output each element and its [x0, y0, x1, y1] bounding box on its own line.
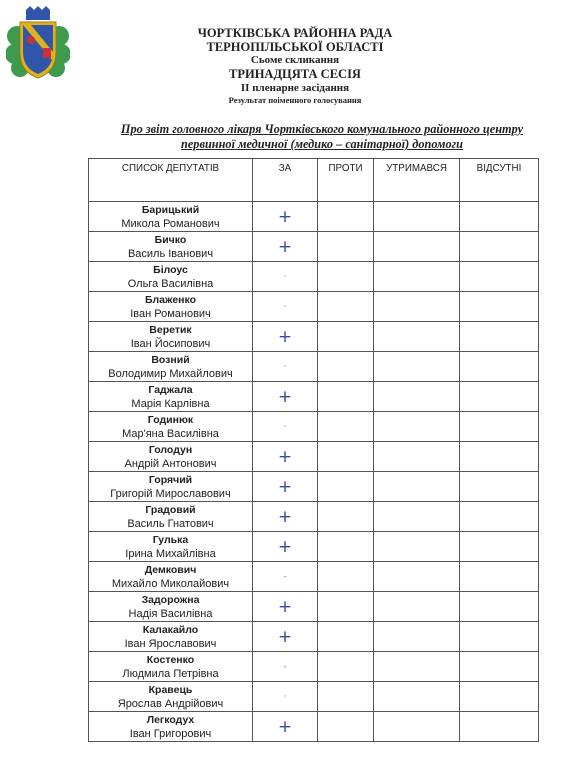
table-row — [89, 562, 539, 592]
deputy-surname: Веретик — [149, 323, 192, 336]
agenda-subject — [102, 122, 542, 152]
vote-absent-cell — [460, 412, 539, 442]
table-row — [89, 322, 539, 352]
column-header-against: ПРОТИ — [318, 159, 374, 202]
deputy-surname: Демкович — [144, 563, 197, 576]
deputy-name: Надія Василівна — [128, 607, 213, 620]
deputy-name: Василь Гнатович — [127, 517, 214, 530]
table-row — [89, 502, 539, 532]
vote-absent-cell — [460, 592, 539, 622]
deputy-surname: Барицький — [141, 203, 200, 216]
vote-for-mark: · — [253, 262, 318, 292]
deputy-cell — [89, 472, 253, 502]
vote-against-cell — [318, 712, 374, 742]
region-name: ТЕРНОПІЛЬСЬКОЇ ОБЛАСТІ — [206, 40, 384, 54]
deputy-name: Людмила Петрівна — [122, 667, 219, 680]
vote-abstained-cell — [374, 322, 460, 352]
vote-absent-cell — [460, 232, 539, 262]
vote-against-cell — [318, 202, 374, 232]
table-row — [89, 682, 539, 712]
vote-absent-cell — [460, 472, 539, 502]
deputy-name: Ірина Михайлівна — [125, 547, 216, 560]
coat-of-arms-emblem — [6, 6, 70, 82]
vote-against-cell — [318, 382, 374, 412]
vote-absent-cell — [460, 712, 539, 742]
vote-abstained-cell — [374, 382, 460, 412]
deputy-name: Ольга Василівна — [127, 277, 214, 290]
vote-for-mark: + — [253, 472, 318, 502]
deputy-name: Іван Ярославович — [124, 637, 217, 650]
vote-for-mark: + — [253, 592, 318, 622]
table-row — [89, 292, 539, 322]
vote-for-mark: - — [253, 562, 318, 592]
vote-absent-cell — [460, 322, 539, 352]
deputy-surname: Возний — [151, 353, 190, 366]
vote-absent-cell — [460, 652, 539, 682]
vote-against-cell — [318, 652, 374, 682]
vote-absent-cell — [460, 562, 539, 592]
table-row — [89, 712, 539, 742]
table-row — [89, 382, 539, 412]
deputy-cell — [89, 412, 253, 442]
deputy-cell — [89, 352, 253, 382]
vote-absent-cell — [460, 262, 539, 292]
vote-against-cell — [318, 292, 374, 322]
deputy-surname: Білоус — [153, 263, 188, 276]
deputy-surname: Легкодух — [146, 713, 195, 726]
table-row — [89, 442, 539, 472]
deputy-surname: Костенко — [146, 653, 195, 666]
deputy-name: Григорій Мирославович — [110, 487, 231, 500]
deputy-name: Іван Романович — [130, 307, 211, 320]
deputy-cell — [89, 712, 253, 742]
vote-absent-cell — [460, 622, 539, 652]
vote-for-mark: + — [253, 442, 318, 472]
vote-absent-cell — [460, 292, 539, 322]
deputy-surname: Голодун — [148, 443, 193, 456]
vote-for-mark: + — [253, 202, 318, 232]
vote-against-cell — [318, 232, 374, 262]
deputy-name: Іван Григорович — [129, 727, 212, 740]
vote-against-cell — [318, 322, 374, 352]
council-name: ЧОРТКІВСЬКА РАЙОННА РАДА — [197, 26, 393, 40]
vote-against-cell — [318, 442, 374, 472]
vote-against-cell — [318, 682, 374, 712]
vote-abstained-cell — [374, 442, 460, 472]
deputy-cell — [89, 232, 253, 262]
vote-absent-cell — [460, 382, 539, 412]
deputy-cell — [89, 262, 253, 292]
vote-against-cell — [318, 352, 374, 382]
deputy-surname: Бичко — [154, 233, 187, 246]
deputy-name: Іван Йосипович — [130, 337, 211, 350]
deputy-name: Мар'яна Василівна — [122, 427, 219, 440]
column-header-deputies: СПИСОК ДЕПУТАТІВ — [89, 159, 253, 202]
column-header-abstained: УТРИМАВСЯ — [374, 159, 460, 202]
column-header-for: ЗА — [253, 159, 318, 202]
vote-against-cell — [318, 592, 374, 622]
vote-for-mark: + — [253, 322, 318, 352]
vote-for-mark: + — [253, 622, 318, 652]
vote-for-mark: + — [253, 232, 318, 262]
vote-abstained-cell — [374, 592, 460, 622]
vote-abstained-cell — [374, 472, 460, 502]
vote-for-mark: - — [253, 652, 318, 682]
vote-abstained-cell — [374, 502, 460, 532]
deputy-surname: Гулька — [152, 533, 189, 546]
deputy-cell — [89, 652, 253, 682]
vote-abstained-cell — [374, 352, 460, 382]
deputy-name: Марія Карлівна — [131, 397, 210, 410]
vote-abstained-cell — [374, 532, 460, 562]
vote-absent-cell — [460, 502, 539, 532]
meeting-title: ІІ пленарне засідання — [240, 82, 350, 94]
vote-for-mark: + — [253, 502, 318, 532]
deputy-cell — [89, 442, 253, 472]
vote-abstained-cell — [374, 412, 460, 442]
deputy-surname: Градовий — [145, 503, 196, 516]
deputy-surname: Калакайло — [142, 623, 199, 636]
vote-for-mark: · — [253, 352, 318, 382]
vote-absent-cell — [460, 202, 539, 232]
vote-against-cell — [318, 562, 374, 592]
deputy-cell — [89, 532, 253, 562]
table-row — [89, 262, 539, 292]
deputy-name: Ярослав Андрійович — [117, 697, 224, 710]
subject-line-1: Про звіт головного лікаря Чортківського комунального районного центру — [120, 122, 524, 136]
vote-abstained-cell — [374, 652, 460, 682]
table-row — [89, 472, 539, 502]
vote-absent-cell — [460, 532, 539, 562]
vote-for-mark: + — [253, 532, 318, 562]
vote-for-mark: · — [253, 412, 318, 442]
deputy-name: Микола Романович — [121, 217, 220, 230]
session-title: ТРИНАДЦЯТА СЕСІЯ — [229, 67, 361, 81]
vote-against-cell — [318, 532, 374, 562]
vote-abstained-cell — [374, 292, 460, 322]
deputy-cell — [89, 562, 253, 592]
vote-for-mark: · — [253, 292, 318, 322]
table-row — [89, 622, 539, 652]
deputy-cell — [89, 202, 253, 232]
deputy-surname: Кравець — [148, 683, 193, 696]
deputy-cell — [89, 622, 253, 652]
table-row — [89, 412, 539, 442]
table-row — [89, 532, 539, 562]
deputy-name: Василь Іванович — [127, 247, 214, 260]
vote-against-cell — [318, 502, 374, 532]
vote-absent-cell — [460, 352, 539, 382]
vote-for-mark: + — [253, 712, 318, 742]
deputy-surname: Гаджала — [148, 383, 193, 396]
deputy-cell — [89, 502, 253, 532]
vote-abstained-cell — [374, 712, 460, 742]
vote-abstained-cell — [374, 682, 460, 712]
table-row — [89, 592, 539, 622]
deputy-name: Андрій Антонович — [124, 457, 217, 470]
deputy-cell — [89, 292, 253, 322]
deputy-cell — [89, 682, 253, 712]
vote-absent-cell — [460, 442, 539, 472]
deputy-cell — [89, 592, 253, 622]
deputy-surname: Годинюк — [147, 413, 194, 426]
table-header-row — [89, 159, 539, 202]
deputy-cell — [89, 322, 253, 352]
vote-abstained-cell — [374, 562, 460, 592]
vote-abstained-cell — [374, 622, 460, 652]
vote-for-mark: · — [253, 682, 318, 712]
deputy-surname: Задорожна — [141, 593, 200, 606]
table-row — [89, 202, 539, 232]
vote-result-caption: Результат поіменного голосування — [228, 95, 362, 105]
vote-absent-cell — [460, 682, 539, 712]
deputy-name: Михайло Миколайович — [111, 577, 230, 590]
vote-against-cell — [318, 472, 374, 502]
deputy-name: Володимир Михайлович — [108, 367, 233, 380]
table-row — [89, 652, 539, 682]
deputy-surname: Горячий — [148, 473, 193, 486]
vote-abstained-cell — [374, 202, 460, 232]
vote-against-cell — [318, 622, 374, 652]
table-row — [89, 232, 539, 262]
convocation: Сьоме скликання — [250, 54, 340, 66]
vote-against-cell — [318, 412, 374, 442]
column-header-absent: ВІДСУТНІ — [460, 159, 539, 202]
vote-table — [88, 158, 539, 742]
subject-line-2: первинної медичної (медико – санітарної) допомоги — [181, 137, 463, 151]
vote-abstained-cell — [374, 232, 460, 262]
table-row — [89, 352, 539, 382]
vote-against-cell — [318, 262, 374, 292]
vote-abstained-cell — [374, 262, 460, 292]
deputy-cell — [89, 382, 253, 412]
vote-for-mark: + — [253, 382, 318, 412]
deputy-surname: Блаженко — [144, 293, 197, 306]
